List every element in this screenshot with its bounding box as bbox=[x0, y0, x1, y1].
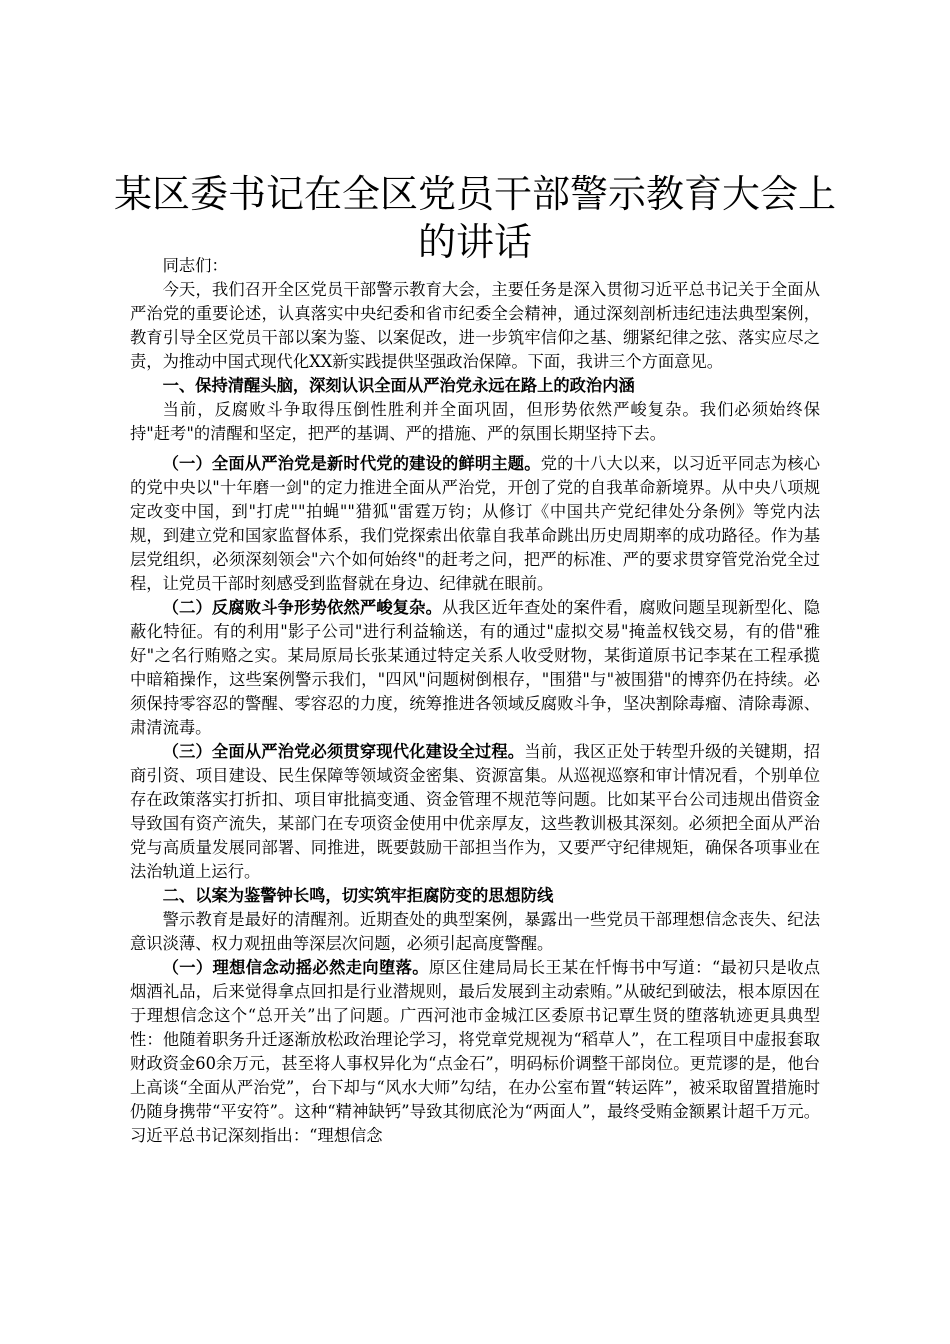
section-1-sub-1 bbox=[130, 452, 820, 596]
section-1-sub-3-text: 当前，我区正处于转型升级的关键期，招商引资、项目建设、民生保障等领域资金密集、资源富集。从巡视巡察和审计情况看，个别单位存在政策落实打折扣、项目审批搞变通、资金管理不规范等问题。比如某平台公司违规出借资金导致国有资产流失，某部门在专项资金使用中优亲厚友，这些教训极其深刻。必须把全面从严治党与高质量发展同部署、同推进，既要鼓励干部担当作为，又要严守纪律规矩，确保各项事业在法治轨道上运行。 bbox=[130, 742, 820, 881]
section-1-paragraph: 当前，反腐败斗争取得压倒性胜利并全面巩固，但形势依然严峻复杂。我们必须始终保持"赶考"的清醒和坚定，把严的基调、严的措施、严的氛围长期坚持下去。 bbox=[130, 400, 820, 443]
greeting: 同志们： bbox=[162, 256, 228, 275]
section-2-sub-1-text: 原区住建局局长王某在忏悔书中写道：“最初只是收点烟酒礼品，后来觉得拿点回扣是行业潜规则，最后发展到主动索贿。”从破纪到破法，根本原因在于理想信念这个“总开关”出了问题。广西河池市金城江区委原书记覃生贤的堕落轨迹更具典型性：他随着职务升迁逐渐放松政治理论学习，将党章党规视为“稻草人”，在工程项目中虚报套取财政资金60余万元，甚至将人事权异化为“点金石”，明码标价调整干部岗位。更荒谬的是，他台上高谈“全面从严治党”，台下却与“风水大师”勾结，在办公室布置“转运阵”，被采取留置措施时仍随身携带“平安符”。这种“精神缺钙”导致其彻底沦为“两面人”，最终受贿金额累计超千万元。习近平总书记深刻指出：“理想信念 bbox=[130, 958, 820, 1145]
section-1-sub-3 bbox=[130, 740, 820, 884]
section-1-sub-1-heading: （一）全面从严治党是新时代党的建设的鲜明主题。 bbox=[162, 454, 541, 473]
document-title: 某区委书记在全区党员干部警示教育大会上的讲话 bbox=[113, 172, 836, 264]
section-2-sub-1-heading: （一）理想信念动摇必然走向堕落。 bbox=[162, 958, 429, 977]
document-body bbox=[130, 254, 820, 1148]
section-1-sub-1-text: 党的十八大以来，以习近平同志为核心的党中央以"十年磨一剑"的定力推进全面从严治党，开创了党的自我革命新境界。从中央八项规定改变中国，到"打虎""拍蝇""猎狐"雷霆万钧；从修订《中国共产党纪律处分条例》等党内法规，到建立党和国家监督体系，我们党探索出依靠自我革命跳出历史周期率的成功路径。作为基层党组织，必须深刻领会"六个如何始终"的赶考之问，把严的标准、严的要求贯穿管党治党全过程，让党员干部时刻感受到监督就在身边、纪律就在眼前。 bbox=[130, 454, 820, 593]
section-1-sub-2-text: 从我区近年查处的案件看，腐败问题呈现新型化、隐蔽化特征。有的利用"影子公司"进行利益输送，有的通过"虚拟交易"掩盖权钱交易，有的借"雅好"之名行贿赂之实。某局原局长张某通过特定关系人收受财物，某街道原书记李某在工程承揽中暗箱操作，这些案例警示我们，"四风"问题树倒根存，"围猎"与"被围猎"的博弈仍在持续。必须保持零容忍的警醒、零容忍的力度，统筹推进各领域反腐败斗争，坚决割除毒瘤、清除毒源、肃清流毒。 bbox=[130, 598, 820, 737]
section-2-heading: 二、以案为鉴警钟长鸣，切实筑牢拒腐防变的思想防线 bbox=[162, 886, 554, 905]
section-1-sub-2 bbox=[130, 596, 820, 740]
section-1-sub-2-heading: （二）反腐败斗争形势依然严峻复杂。 bbox=[162, 598, 443, 617]
section-1-heading: 一、保持清醒头脑，深刻认识全面从严治党永远在路上的政治内涵 bbox=[162, 376, 635, 395]
section-2-paragraph: 警示教育是最好的清醒剂。近期查处的典型案例，暴露出一些党员干部理想信念丧失、纪法意识淡薄、权力观扭曲等深层次问题，必须引起高度警醒。 bbox=[130, 910, 820, 953]
section-1-sub-3-heading: （三）全面从严治党必须贯穿现代化建设全过程。 bbox=[162, 742, 525, 761]
intro-paragraph: 今天，我们召开全区党员干部警示教育大会，主要任务是深入贯彻习近平总书记关于全面从严治党的重要论述，认真落实中央纪委和省市纪委全会精神，通过深刻剖析违纪违法典型案例，教育引导全区党员干部以案为鉴、以案促改，进一步筑牢信仰之基、绷紧纪律之弦、落实应尽之责，为推动中国式现代化XX新实践提供坚强政治保障。下面，我讲三个方面意见。 bbox=[130, 280, 820, 371]
section-2-sub-1 bbox=[130, 956, 820, 1148]
